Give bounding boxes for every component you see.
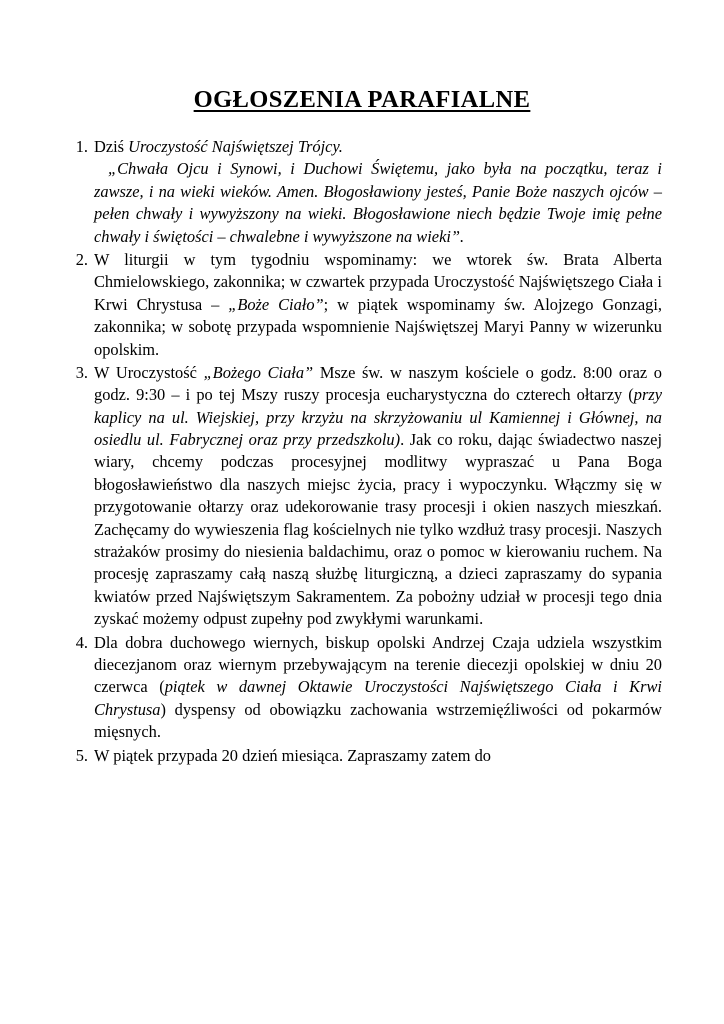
item-1-lead-italic: Uroczystość Najświętszej Trójcy.	[128, 137, 343, 156]
item-3-part3: . Jak co roku, dając świadectwo naszej wiary, chcemy podczas procesyjnej modlitwy wypraszać u Pana Boga błogosławieństwo dla naszych miejsc życia, pracy i wypoczynku. Włączmy się w przygotowanie ołtarzy oraz udekorowanie trasy procesji i okien naszych mieszkań. Zachęcamy do wywieszenia flag kościelnych nie tylko wzdłuż trasy procesji. Naszych strażaków prosimy do niesienia baldachimu, oraz o pomoc w kierowaniu ruchem. Na procesję zapraszamy całą naszą służbę liturgiczną, a dzieci zapraszamy do sypania kwiatów przed Najświętszym Sakramentem. Za pobożny udział w procesji tego dnia zyskać możemy odpust zupełny pod zwykłymi warunkami.	[94, 430, 662, 629]
list-item	[62, 249, 662, 361]
item-4-part1: Dla dobra duchowego wiernych, biskup opolski Andrzej Czaja udziela wszystkim diecezjanom oraz wiernym przebywającym na terenie diecezji opolskiej w dniu 20 czerwca (	[94, 632, 662, 697]
item-1-quote: „Chwała Ojcu i Synowi, i Duchowi Świętemu, jako była na początku, teraz i zawsze, i na wieki wieków. Amen. Błogosławiony jesteś, Panie Boże naszych ojców – pełen chwały i wywyższony na wieki. Błogosławione niech będzie Twoje imię pełne chwały i świętości – chwalebne i wywyższone na wieki”.	[94, 159, 662, 246]
item-3-part2: Msze św. w naszym kościele o godz. 8:00 oraz o godz. 9:30 – i po tej Mszy ruszy procesja eucharystyczna do czterech ołtarzy (	[94, 362, 662, 405]
item-5-part1: W piątek przypada 20 dzień miesiąca. Zapraszamy zatem do	[94, 745, 491, 765]
item-3-italic1: „Bożego Ciała”	[203, 362, 314, 382]
list-item	[62, 632, 662, 744]
item-3-part1: W Uroczystość	[94, 362, 204, 382]
item-1-lead-plain: Dziś	[94, 137, 129, 156]
list-item	[62, 745, 662, 767]
item-2-italic1: „Boże Ciało”	[228, 294, 324, 314]
page-title: OGŁOSZENIA PARAFIALNE	[193, 86, 531, 113]
item-3-italic2: przy kaplicy na ul. Wiejskiej, przy krzyżu na skrzyżowaniu ul Kamiennej i Głównej, na osiedlu ul. Fabrycznej oraz przy przedszkolu)	[94, 385, 662, 450]
list-item	[62, 362, 662, 631]
item-4-italic1: piątek w dawnej Oktawie Uroczystości Najświętszego Ciała i Krwi Chrystusa	[94, 677, 662, 719]
item-4-part2: ) dyspensy od obowiązku zachowania wstrzemięźliwości od pokarmów mięsnych.	[94, 699, 662, 742]
item-2-part2: ; w piątek wspominamy św. Alojzego Gonzagi, zakonnika; w sobotę przypada wspomnienie Najświętszej Maryi Panny w wizerunku opolskim.	[94, 294, 662, 359]
list-item	[62, 136, 662, 248]
item-2-part1: W liturgii w tym tygodniu wspominamy: we wtorek św. Brata Alberta Chmielowskiego, zakonnika; w czwartek przypada Uroczystość Najświętszego Ciała i Krwi Chrystusa –	[94, 249, 662, 314]
announcements-list	[62, 136, 662, 767]
